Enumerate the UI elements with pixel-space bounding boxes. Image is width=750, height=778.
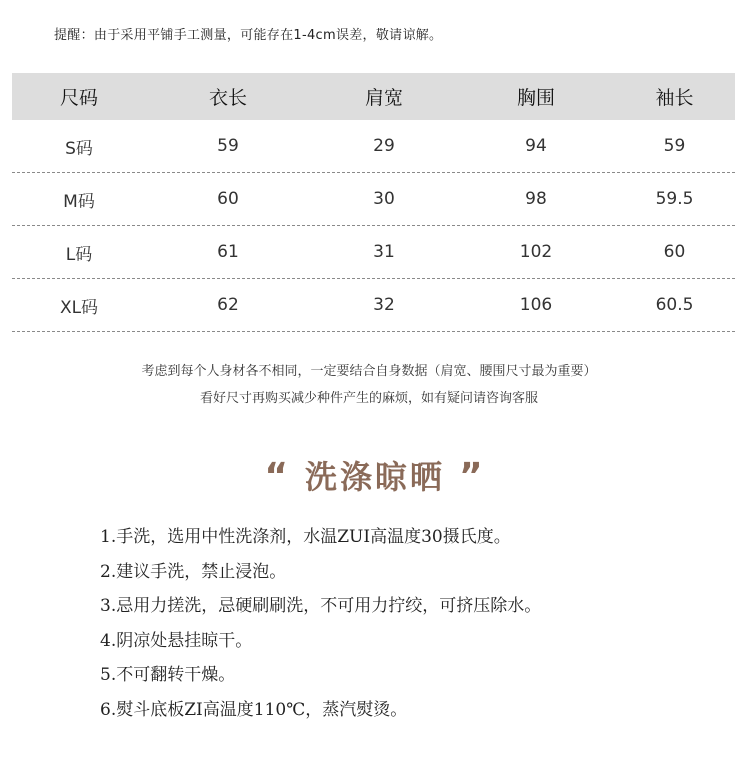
- sizing-advice: [0, 358, 738, 412]
- list-item: 6.熨斗底板ZI高温度110℃，蒸汽熨烫。: [100, 699, 408, 720]
- cell-sleeve: 60.5: [655, 295, 694, 315]
- header-shoulder: 肩宽: [364, 87, 403, 109]
- sizing-advice-line: 考虑到每个人身材各不相同，一定要结合自身数据（肩宽、腰围尺寸最为重要）: [141, 364, 597, 379]
- cell-size: M码: [63, 191, 95, 212]
- cell-sleeve: 60: [663, 242, 686, 262]
- list-item: 1.手洗，选用中性洗涤剂，水温ZUI高温度30摄氏度。: [100, 527, 511, 547]
- size-table: [12, 73, 735, 332]
- care-instructions: [100, 520, 541, 727]
- cell-shoulder: 31: [373, 242, 395, 262]
- list-item: 4.阴凉处悬挂晾干。: [100, 630, 253, 651]
- table-row: [12, 120, 735, 173]
- list-item: 5.不可翻转干燥。: [100, 665, 236, 685]
- header-length: 衣长: [208, 87, 247, 109]
- cell-size: L码: [65, 244, 93, 265]
- care-title-text: 洗涤晾晒: [304, 458, 445, 496]
- close-quote: ”: [459, 456, 486, 497]
- header-chest: 胸围: [516, 87, 555, 109]
- cell-shoulder: 29: [373, 136, 395, 156]
- cell-chest: 98: [525, 189, 547, 209]
- cell-chest: 102: [519, 242, 553, 262]
- table-row: [12, 173, 735, 226]
- table-row: [12, 279, 735, 332]
- cell-shoulder: 32: [373, 295, 395, 315]
- care-section-title: [0, 452, 750, 498]
- measurement-note: 提醒：由于采用平铺手工测量，可能存在1-4cm误差，敬请谅解。: [54, 28, 443, 43]
- open-quote: “: [264, 456, 291, 497]
- header-size: 尺码: [59, 87, 98, 109]
- cell-sleeve: 59.5: [655, 189, 694, 209]
- cell-length: 61: [217, 242, 239, 262]
- cell-length: 60: [217, 189, 239, 209]
- list-item: 2.建议手洗，禁止浸泡。: [100, 561, 287, 582]
- cell-size: S码: [65, 138, 93, 159]
- list-item: 3.忌用力搓洗，忌硬刷刷洗，不可用力拧绞，可挤压除水。: [100, 596, 542, 616]
- table-row: [12, 226, 735, 279]
- cell-size: XL码: [59, 297, 99, 318]
- cell-sleeve: 59: [663, 136, 686, 156]
- size-table-header: [12, 73, 735, 120]
- header-sleeve: 袖长: [655, 87, 694, 109]
- size-table-body: [12, 120, 735, 332]
- cell-shoulder: 30: [373, 189, 395, 209]
- cell-length: 59: [217, 136, 239, 156]
- cell-chest: 106: [519, 295, 553, 315]
- cell-chest: 94: [525, 136, 547, 156]
- cell-length: 62: [217, 295, 239, 315]
- sizing-advice-line: 看好尺寸再购买减少种件产生的麻烦，如有疑问请咨询客服: [199, 391, 538, 406]
